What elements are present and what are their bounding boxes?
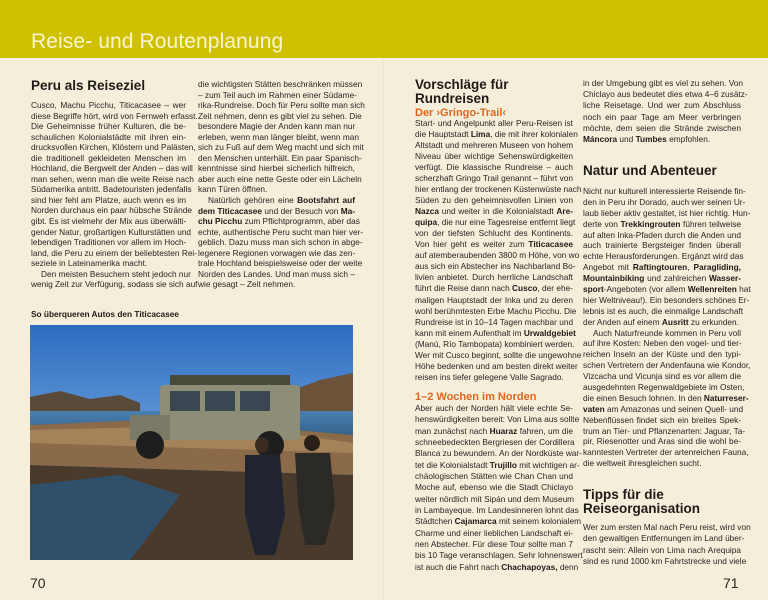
text-run: der Anden auf einem [583,316,662,327]
text-line [415,339,573,350]
text-line [583,78,744,89]
text-line [415,184,582,195]
text-tipps [583,522,751,567]
text-run: die wichtigsten Stätten beschränken müssen [198,79,363,89]
text-line [583,112,741,123]
text-run: kann mit einem Aufenthalt im [415,327,524,338]
text-run: scherzhaft Gringo Trail genannt – führt von [415,173,573,184]
text-run: kann Türen öffnen. [198,184,268,195]
text-run: man sehen, wenn man die weite Reise nach [31,173,194,184]
text-run: hier entlang der trockenen Küstenwüste nach [415,184,582,195]
text-line [583,533,745,544]
text-line [31,110,198,122]
text-line [583,415,741,426]
text-run: Rundreise ist in 10–14 Tagen machbar und [415,316,574,327]
text-run: Aber auch der Norden hält viele echte Se- [415,403,573,413]
text-line [31,121,186,132]
text-run: drucksvollen Kirchen, Klöstern und Palästen, [31,142,196,153]
text-line [31,132,186,143]
subheading-gringo-trail: Der ›Gringo-Trail‹ [415,107,507,119]
page-gutter [383,58,385,600]
text-run: auf alten Inka-Pfaden durch die Anden und [583,229,741,240]
text-run: Nebenflüssen findet sich ein breites Spek- [583,414,741,425]
text-line [583,251,744,262]
text-run: fahren, um die [517,425,573,436]
bold-term: Lima [470,129,491,140]
text-run: Niveau über wichtige Sehenswürdigkeiten [415,151,573,162]
text-line [583,392,749,404]
paragraph [583,186,751,328]
text-run: bis 10 Tage veranschlagen. Sehr lohnenswert [415,550,583,561]
text-run: livien anbietet. Durch herrliche Landschaft [415,272,573,283]
text-run: Hochland, die Bergwelt der Anden – das will [31,163,193,174]
text-line [31,173,194,185]
text-line [583,186,746,197]
text-run: die Hauptstadt [415,129,471,140]
text-run: mit seinem kolonialem [496,516,582,527]
text-line [415,459,580,471]
bold-term: Wellenreiten [687,284,737,295]
text-line [415,349,582,361]
paragraph [415,403,583,573]
text-run: Natürlich gehören eine [208,195,298,206]
text-line [31,268,191,280]
text-run: Städtchen [415,516,455,527]
text-line [31,216,186,227]
text-run: mit wichtigen ar- [516,459,580,470]
text-run: Angebot mit [583,262,633,273]
text-run: – zum Teil auch im Rahmen einer Südame- [198,89,357,100]
text-run: legenere Regionen vorwagen wie das zen- [198,247,356,258]
text-run: weiter nördlich mit Sipán und dem Museum [415,493,575,504]
text-line [31,279,198,290]
text-run: und der Besuch von [262,205,341,216]
text-run: schen Vertretern der Andenfauna wie Kondor, [583,360,751,371]
bold-term: Máncora [583,133,618,144]
text-line [198,258,363,269]
text-line [415,539,573,550]
text-run: gibt. Es ist vielmehr der Mix aus überwälti- [31,216,187,227]
text-line [583,305,744,317]
bold-term: Naturreser- [703,392,749,403]
text-line [415,151,573,162]
bold-term: quipa [415,217,438,228]
text-line [583,328,741,339]
bold-term: Titicacasee [528,239,573,250]
text-run: seziele in Lateinamerika macht. [31,258,148,269]
text-line [198,248,355,259]
text-run: laub lieber aktiv gestaltet, ist hier richtig. Hun- [583,207,751,218]
bold-term: Nazca [415,206,439,217]
text-line [583,219,741,230]
text-run: land, die Peru zu einem der beliebtesten Rei- [31,247,198,258]
text-line [198,163,355,174]
text-run: (Manú, Río Tambopata) kombiniert werden. [415,338,575,349]
text-line [415,140,573,151]
text-line [583,123,741,134]
text-line [583,196,746,208]
text-run: chäologischen Stätten wie Chan Chan und [415,471,573,482]
text-run: aus sich ein Abstecher ins Nachbarland Bo- [415,261,576,272]
text-run: zu erkunden. [688,316,739,327]
text-run: maligen Hauptstadt der Inka und zu deren [415,294,573,305]
text-line [583,230,741,241]
text-line [198,79,363,90]
heading-peru-als-reiseziel: Peru als Reiseziel [31,78,146,93]
bold-term: chu Picchu [198,216,243,227]
text-run: lebendigen Traditionen vor allem im Hoch- [31,237,187,248]
text-run: , die mit ihrer kolonialen [490,129,578,140]
text-line [583,447,749,458]
text-line [198,226,364,238]
text-line [415,403,573,414]
text-gringo-trail [415,118,582,383]
text-run: ist auch die Fahrt nach [415,561,502,572]
text-run: Süden zu den geheimnisvollen Linien von [415,195,573,206]
text-line [583,317,741,328]
text-line [198,184,355,195]
text-line [415,414,580,425]
text-line [31,142,196,153]
text-run: in Lambayeque. Im Landesinneren lohnt das [415,505,579,516]
text-run: diese Begriffe hört, wird von Fernweh erfasst. [31,110,198,121]
text-run: , [687,262,694,273]
text-line [415,317,573,328]
paragraph [583,522,751,567]
text-run: sich zu Fuß auf dem Weg macht und sich mit [198,142,364,153]
text-run: wie gesagt – Zeit nehmen. [198,279,296,290]
page-number-left: 70 [30,575,46,591]
bold-term: dem Titicacasee [198,205,263,216]
text-line [415,295,573,306]
heading-line: Reiseorganisation [583,501,701,516]
text-run: Nicht nur kulturell interessierte Reisende fin- [583,186,746,196]
text-line [198,206,355,217]
text-line [583,555,747,567]
text-run: in der Umgebung gibt es viel zu sehen. Von [583,78,744,88]
bold-term: Bootsfahrt auf [297,195,355,206]
text-run: Blanca zu bewundern. An der Nordküste war- [415,448,582,459]
text-line [31,247,198,259]
text-line [31,258,186,269]
text-run: die traditionell gekleideten Menschen im [31,152,186,163]
text-run: auch trainierte Bergsteiger finden überall [583,240,741,251]
text-peru-reiseziel-continued [198,79,365,290]
text-run: aber auch eine nette Geste oder ein Lächeln [198,173,362,184]
text-run: zum Pflichtprogramm, aber das [242,216,360,227]
text-run: den Menschen unterhält. Ein paar Spanisch- [198,152,362,163]
text-line [415,162,573,173]
bold-term: sport [583,284,604,295]
page-number-right: 71 [723,575,739,591]
text-line [198,121,355,132]
text-run: -Angeboten (vor allem [603,284,688,295]
chapter-title: Reise- und Routenplanung [31,30,284,53]
text-line [198,131,359,143]
paragraph [31,268,198,290]
text-run: lebnis ist es auch, die einmalige Landschaft [583,305,744,316]
text-run: führt die Reise dann nach [415,283,513,294]
text-line [415,283,573,294]
bold-term: Are- [556,206,573,217]
text-line [583,382,745,393]
text-run: geblich. Dazu muss man sich schon in abge- [198,237,363,248]
text-peru-reiseziel [31,100,198,290]
text-run: tet die Kolonialstadt [415,459,490,470]
text-line [583,294,750,306]
text-line [31,184,192,195]
text-line [583,273,741,284]
heading-natur-abenteuer: Natur und Abenteuer [583,163,717,178]
text-line [415,528,573,539]
text-run: denn [557,561,579,572]
bold-term: Cusco [512,283,538,294]
text-run: auf ihre Kosten: Neben den vogel- und tier- [583,338,742,349]
text-run: wenig Zeit zur Verfügung, sodass sie sich auf [31,279,198,290]
text-line [583,338,741,349]
text-line [583,545,741,556]
text-line [583,284,751,295]
text-line [415,372,573,383]
text-line [415,550,583,561]
text-line [583,360,751,371]
text-line [198,269,355,280]
bold-term: Cajamarca [454,516,497,527]
text-run: empfohlen. [666,133,711,144]
text-line [583,522,751,533]
text-line [415,482,573,493]
bold-term: Chachapoyas, [501,561,558,572]
text-run: kanntesten Vertreter der artenreichen Fauna, [583,447,749,458]
text-run: die weltweit ihresgleichen sucht. [583,458,702,469]
text-run: gender Natur, großartigen Kulturstätten und [31,226,192,237]
text-run: liche Reisetage. Und wer zum Abschluss [583,100,741,111]
text-run: schneebedeckten Bergriesen der Cordillera [415,437,575,448]
text-line [31,226,192,238]
text-line [415,173,573,184]
text-run: den gewaltigen Entfernungen im Land über- [583,533,745,544]
text-line [415,261,576,272]
text-run: Altstadt und mehreren Museen von hohem [415,140,573,151]
text-line [415,206,573,217]
text-run: Chiclayo aus bedeutet dies etwa 4–6 zusätz- [583,89,748,100]
text-line [583,425,746,437]
text-line [583,240,741,251]
text-line [415,228,573,239]
text-run: man zunächst nach [415,425,490,436]
text-run: besondere Magie der Anden kann man nur [198,121,356,132]
text-line [583,458,741,469]
text-run: Die Geheimnisse früher Kulturen, die be- [31,121,186,132]
text-line [415,561,579,573]
text-run: Südamerika antritt. Badetouristen jedenfalls [31,184,192,195]
photo-car-ferry-titicaca [30,325,353,560]
text-line [198,237,363,248]
text-line [198,110,362,122]
text-line [583,89,748,100]
text-natur-abenteuer [583,186,751,469]
text-line [415,448,582,459]
text-run: , die nur eine Tagesreise entfernt liegt [437,217,576,228]
paragraph [583,78,748,145]
text-line [583,134,741,145]
text-run: auf atemberaubenden 3800 m Höhe, von wo [415,250,580,261]
text-line [415,426,573,437]
heading-tipps-reiseorganisation [583,488,700,516]
text-line [583,100,741,111]
text-run: hat [736,284,751,295]
text-run: Norden durchaus ein paar hübsche Strände [31,205,192,216]
text-run: Auch Naturfreunde kommen in Peru voll [593,327,741,338]
text-line [583,349,741,360]
chapter-header-bar [0,0,768,58]
text-run: noch ein paar Tage am Meer verbringen [583,111,741,122]
paragraph [198,79,365,195]
text-run: trum an Tier- und Pflanzenarten: Jaguar, Ta- [583,425,746,436]
text-line [31,205,192,216]
bold-term: vaten [583,403,605,414]
text-line [31,100,186,111]
text-line [198,90,355,101]
text-line [198,279,355,290]
text-run: Höhe bedenken und am besten direkt weiter [415,360,578,371]
text-run: Norden des Landes. Und man muss sich – [198,268,355,279]
text-line [415,360,578,372]
text-line [583,403,744,415]
text-line [415,250,580,261]
text-run: und weiter in die Kolonialstadt [438,206,557,217]
text-run: sind es rund 1000 km Fahrtstrecke und viele [583,555,747,566]
text-line [415,239,573,250]
text-run: echte Herausforderungen. Ergänzt wird das [583,251,744,262]
text-line [198,195,355,206]
heading-vorschlaege-rundreisen [415,78,509,106]
text-line [31,163,193,174]
text-run: derte von [583,218,621,229]
text-run: wohl berühmtesten Erbe Machu Picchu. Die [415,305,577,316]
photo-caption: So überqueren Autos den Titicacasee [31,309,180,319]
text-run: führen teilweise [680,218,741,229]
text-run: reichen Inseln an der Küste und den typi- [583,349,741,360]
text-run: Vizcacha und Vicunja sind es vor allem die [583,371,741,382]
bold-term: Huaraz [489,425,518,436]
text-line [583,207,751,219]
text-run: Von hier geht es weiter zum [415,239,529,250]
text-line [198,142,364,153]
text-line [415,494,573,505]
bold-term: Mountainbiking [583,273,645,284]
text-run: Cusco, Machu Picchu, Titicacasee – wer [31,100,186,110]
text-run: Wer zum ersten Mal nach Peru reist, wird von [583,522,751,532]
text-line [198,173,362,185]
text-run: erleben, wenn man länger bleibt, wenn man [198,131,359,142]
text-run: schaulichen Kolonialstädte mit ihren ein- [31,131,186,142]
text-line [198,152,362,164]
text-run: trale Hochland beispielsweise oder der weite [198,258,363,269]
text-run: die einen Besuch lohnen. In den [583,392,704,403]
text-line [415,118,573,129]
heading-line: Rundreisen [415,91,490,106]
text-run: Start- und Angelpunkt aller Peru-Reisen ist [415,118,573,128]
text-run: henswürdigkeiten bereit: Von Lima aus sollte [415,414,580,425]
text-run: verfügt. Die klassische Rundreise – auch [415,162,573,173]
bold-term: Tumbes [635,133,667,144]
text-run: rika-Rundreise. Doch für Peru sollte man sich [198,100,365,111]
text-run: und [617,133,636,144]
text-run: Charme und einer lieblichen Landschaft ei- [415,527,573,538]
text-run: von der tiefsten Schlucht des Kontinents. [415,228,573,239]
text-run: kenntnisse sind hierbei sicherlich hilfreich, [198,163,355,174]
text-run: Zeit nehmen, denn es gibt viel zu sehen. Die [198,110,362,121]
text-line [415,437,573,448]
text-run: und zahlreichen [644,273,710,284]
text-line [31,195,186,206]
paragraph [31,100,198,269]
text-run: rascht sein: Allein von Lima nach Arequipa [583,544,741,555]
text-wochen-norden [415,403,583,573]
text-line [415,129,578,140]
text-line [415,217,576,228]
text-run: möchte, dem seien die Strände zwischen [583,122,741,133]
heading-line: Tipps für die [583,487,664,502]
bold-term: Wasser- [709,273,741,284]
text-run: nen Abstecher. Für diese Tour sollte man 7 [415,539,573,550]
text-run: Wer mit Cusco beginnt, sollte die ungewohne [415,349,582,360]
text-line [198,216,360,227]
bold-term: Raftingtouren [632,262,688,273]
text-line [415,516,582,527]
bold-term: Trekkingrouten [620,218,681,229]
text-run: sind hier fehl am Platze, auch wenn es im [31,194,186,205]
text-wochen-norden-continued [583,78,748,145]
text-run: ausgedehnten Regenwaldgebiete im Osten, [583,382,745,393]
heading-line: Vorschläge für [415,77,509,92]
text-line [31,237,186,248]
text-line [415,195,573,206]
bold-term: Ma- [340,205,355,216]
text-run: hier Weltniveau!). Ein besonders schönes Er- [583,294,750,305]
bold-term: Trujillo [489,459,517,470]
text-line [415,327,576,339]
text-line [583,262,741,273]
text-run: Den meisten Besuchern steht jedoch nur [41,268,191,279]
paragraph [583,327,751,470]
paragraph [198,195,364,290]
text-line [415,305,577,317]
bold-term: Paragliding, [693,262,741,273]
text-line [31,153,186,164]
subheading-wochen-norden: 1–2 Wochen im Norden [415,391,537,403]
text-line [198,100,365,111]
text-line [415,272,573,283]
text-run: , der ehe- [537,283,573,294]
text-run: am Amazonas und seinen Quell- und [604,403,744,414]
text-line [415,471,573,482]
text-line [415,505,579,516]
text-run: den in Peru ihr Dorado, auch wer seinen Ur- [583,196,746,207]
text-run: reisen ins tiefer gelegene Valle Sagrado. [415,371,564,382]
text-line [583,371,741,382]
text-run: Moche auf, ebenso wie die Stadt Chiclayo [415,482,573,493]
paragraph [415,118,582,383]
text-line [583,436,741,447]
bold-term: Ausritt [661,316,689,327]
text-run: pir, Riesenotter und Aras sind die wohl be- [583,436,741,447]
text-run: echte, authentische Peru sucht man hier ver- [198,226,364,237]
bold-term: Urwaldgebiet [523,327,576,338]
